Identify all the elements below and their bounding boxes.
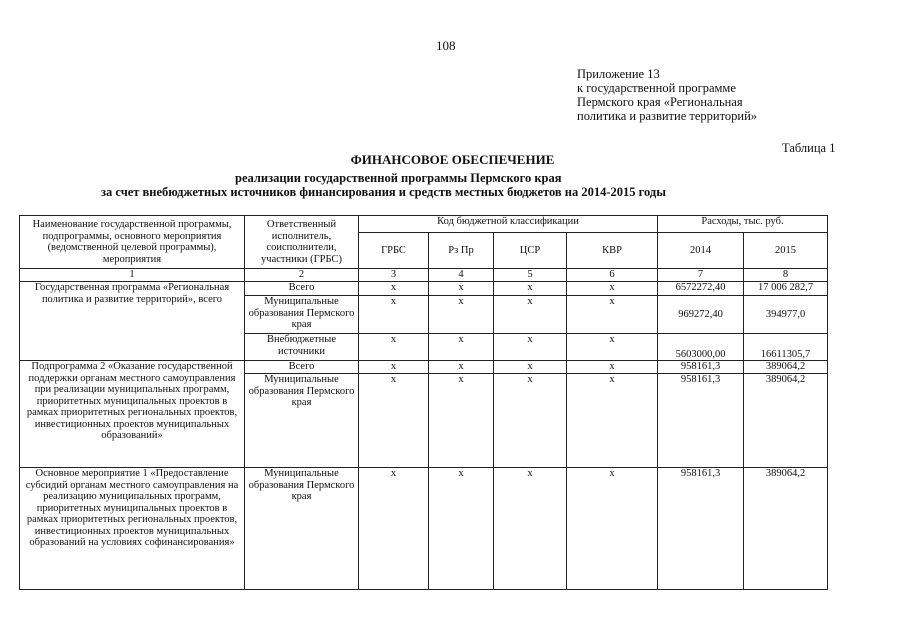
header-kvr: КВР bbox=[567, 233, 658, 269]
value-2015-cell: 389064,2 bbox=[744, 374, 828, 468]
csr-cell: х bbox=[494, 282, 567, 296]
grbs-cell: х bbox=[359, 296, 429, 334]
executor-cell: Внебюджетные источники bbox=[245, 334, 359, 361]
column-number-row bbox=[20, 269, 828, 282]
column-number: 6 bbox=[567, 269, 658, 282]
csr-cell: х bbox=[494, 374, 567, 468]
main-activity-name: Основное мероприятие 1 «Предоставление субсидий органам местного самоуправления на реализацию муниципальных программ, приоритетных муниципальных проектов в рамках приоритетных региональных проектов, инвестиционных проектов муниципальных образований на условиях софинансирования» bbox=[20, 468, 245, 590]
csr-cell: х bbox=[494, 334, 567, 361]
rzpr-cell: х bbox=[429, 468, 494, 590]
document-subtitle: реализации государственной программы Пермского края bbox=[235, 171, 562, 185]
subprogram-name: Подпрограмма 2 «Оказание государственной поддержки органам местного самоуправления при реализации муниципальных программ, приоритетных муниципальных проектов в рамках приоритетных региональных проектов, инвестиционных проектов муниципальных образований» bbox=[20, 361, 245, 468]
kvr-cell: х bbox=[567, 334, 658, 361]
appendix-line: Пермского края «Региональная bbox=[577, 95, 743, 109]
table-row bbox=[20, 282, 828, 296]
value-2014-cell: 6572272,40 bbox=[658, 282, 744, 296]
table-row bbox=[20, 468, 828, 590]
document-subtitle: за счет внебюджетных источников финансирования и средств местных бюджетов на 2014-2015 годы bbox=[101, 185, 666, 199]
value-2015-cell: 16611305,7 bbox=[744, 334, 828, 361]
column-number: 3 bbox=[359, 269, 429, 282]
executor-cell: Муниципальные образования Пермского края bbox=[245, 296, 359, 334]
kvr-cell: х bbox=[567, 468, 658, 590]
csr-cell: х bbox=[494, 361, 567, 374]
appendix-line: Приложение 13 bbox=[577, 67, 660, 81]
kvr-cell: х bbox=[567, 374, 658, 468]
value-2015-cell: 389064,2 bbox=[744, 468, 828, 590]
rzpr-cell: х bbox=[429, 282, 494, 296]
appendix-note bbox=[577, 67, 757, 123]
appendix-line: политика и развитие территорий» bbox=[577, 109, 758, 123]
value-2015-cell: 394977,0 bbox=[744, 296, 828, 334]
header-expenses-group: Расходы, тыс. руб. bbox=[658, 216, 828, 233]
executor-cell: Всего bbox=[245, 282, 359, 296]
header-rzpr: Рз Пр bbox=[429, 233, 494, 269]
value-2015-cell: 17 006 282,7 bbox=[744, 282, 828, 296]
rzpr-cell: х bbox=[429, 334, 494, 361]
column-number: 5 bbox=[494, 269, 567, 282]
rzpr-cell: х bbox=[429, 374, 494, 468]
kvr-cell: х bbox=[567, 296, 658, 334]
grbs-cell: х bbox=[359, 361, 429, 374]
table-number: Таблица 1 bbox=[782, 141, 836, 155]
document-title: ФИНАНСОВОЕ ОБЕСПЕЧЕНИЕ bbox=[350, 152, 555, 167]
value-2014-cell: 5603000,00 bbox=[658, 334, 744, 361]
kvr-cell: х bbox=[567, 282, 658, 296]
header-year-2015: 2015 bbox=[744, 233, 828, 269]
grbs-cell: х bbox=[359, 334, 429, 361]
value-2014-cell: 958161,3 bbox=[658, 361, 744, 374]
page-number: 108 bbox=[436, 38, 456, 53]
value-2014-cell: 958161,3 bbox=[658, 374, 744, 468]
kvr-cell: х bbox=[567, 361, 658, 374]
column-number: 4 bbox=[429, 269, 494, 282]
header-grbs: ГРБС bbox=[359, 233, 429, 269]
header-csr: ЦСР bbox=[494, 233, 567, 269]
csr-cell: х bbox=[494, 468, 567, 590]
value-2014-cell: 969272,40 bbox=[658, 296, 744, 334]
header-name: Наименование государственной программы, подпрограммы, основного мероприятия (ведомственной целевой программы), мероприятия bbox=[20, 216, 245, 269]
csr-cell: х bbox=[494, 296, 567, 334]
table-row bbox=[20, 361, 828, 374]
program-name: Государственная программа «Региональная политика и развитие территорий», всего bbox=[20, 282, 245, 361]
rzpr-cell: х bbox=[429, 296, 494, 334]
column-number: 1 bbox=[20, 269, 245, 282]
header-code-group: Код бюджетной классификации bbox=[359, 216, 658, 233]
header-executor: Ответственный исполнитель, соисполнители, участники (ГРБС) bbox=[245, 216, 359, 269]
column-number: 7 bbox=[658, 269, 744, 282]
header-year-2014: 2014 bbox=[658, 233, 744, 269]
executor-cell: Муниципальные образования Пермского края bbox=[245, 374, 359, 468]
appendix-line: к государственной программе bbox=[577, 81, 736, 95]
financing-table bbox=[19, 215, 828, 590]
grbs-cell: х bbox=[359, 468, 429, 590]
value-2014-cell: 958161,3 bbox=[658, 468, 744, 590]
grbs-cell: х bbox=[359, 374, 429, 468]
value-2015-cell: 389064,2 bbox=[744, 361, 828, 374]
column-number: 2 bbox=[245, 269, 359, 282]
column-number: 8 bbox=[744, 269, 828, 282]
rzpr-cell: х bbox=[429, 361, 494, 374]
executor-cell: Всего bbox=[245, 361, 359, 374]
grbs-cell: х bbox=[359, 282, 429, 296]
executor-cell: Муниципальные образования Пермского края bbox=[245, 468, 359, 590]
